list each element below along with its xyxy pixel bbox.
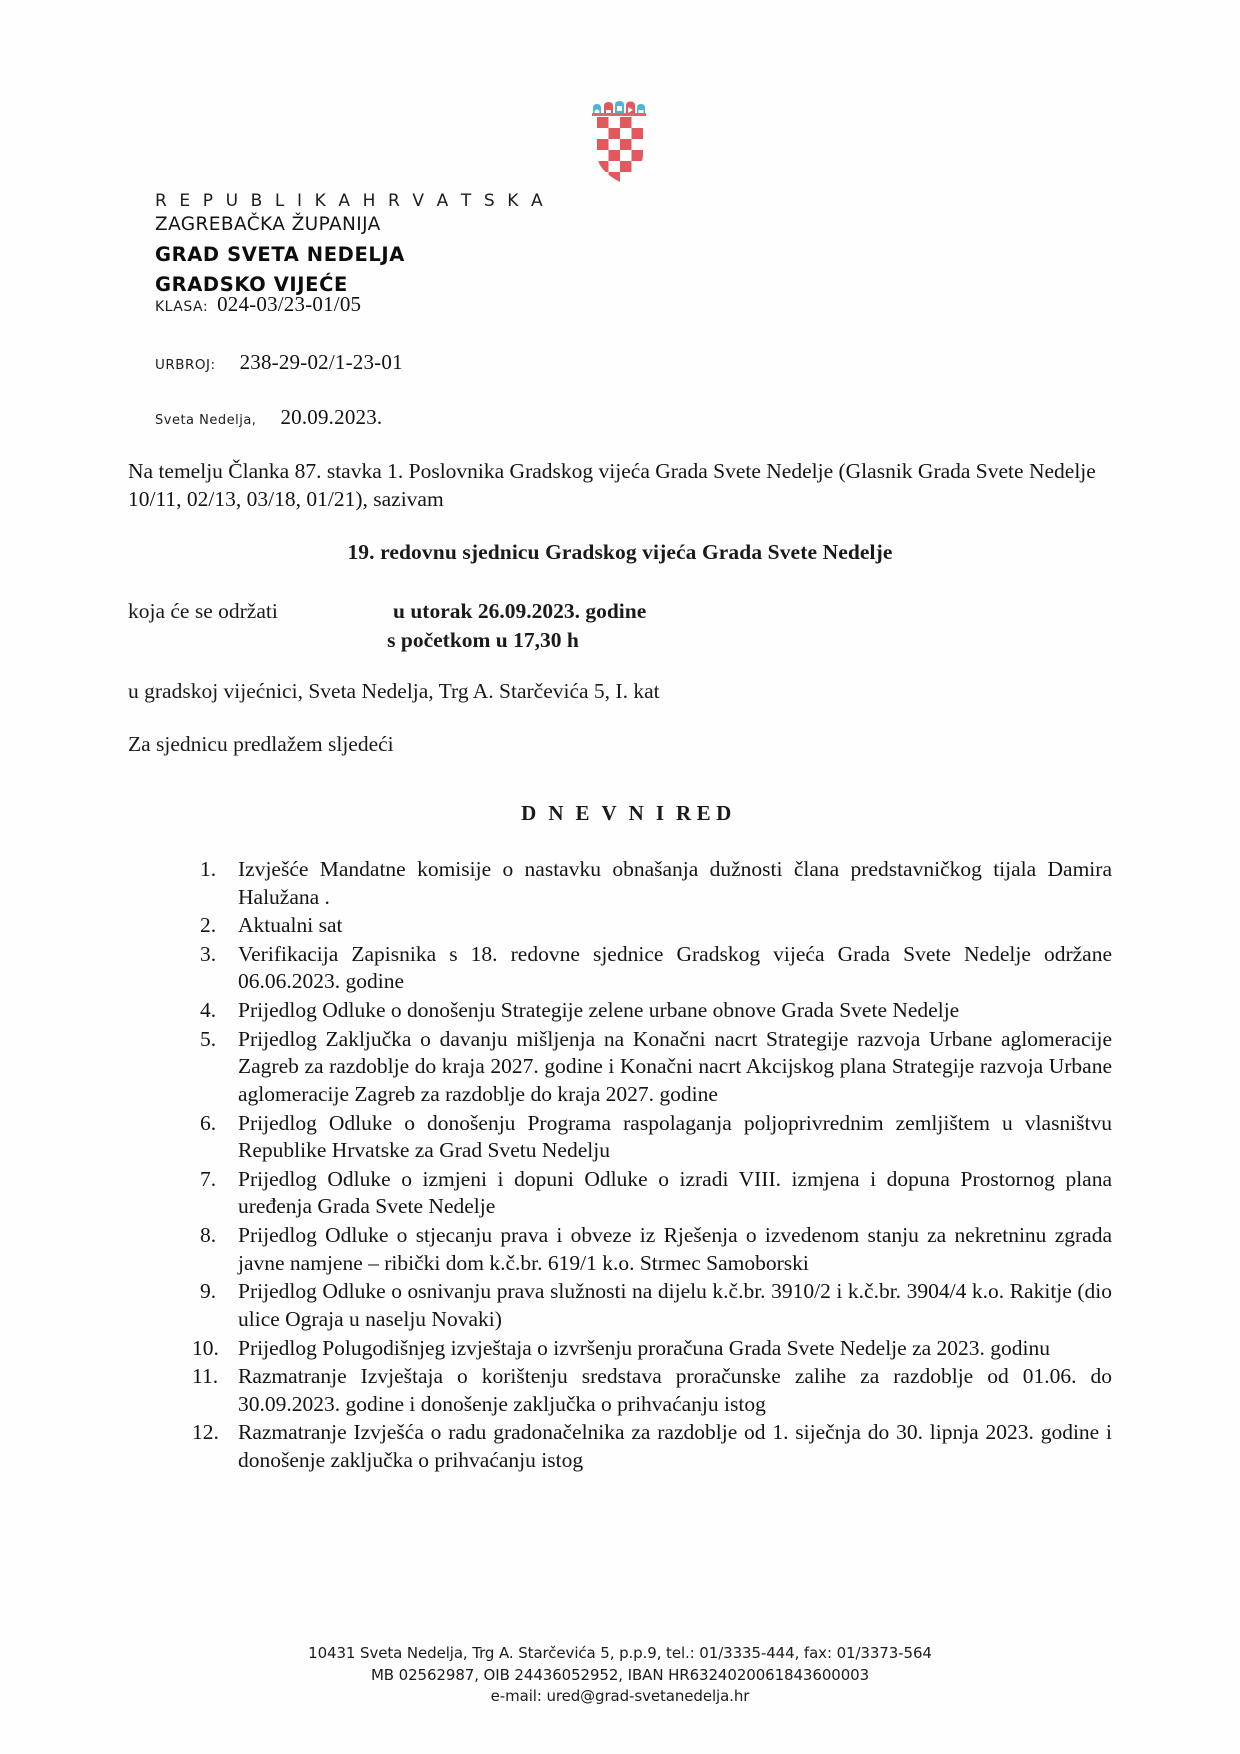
urbroj-label: URBROJ: — [155, 357, 216, 373]
urbroj-value: 238-29-02/1-23-01 — [239, 350, 403, 374]
agenda-heading-word2: RED — [676, 800, 737, 825]
org-city: GRAD SVETA NEDELJA — [155, 242, 405, 266]
place-date-row — [0, 405, 1240, 430]
session-title: 19. redovnu sjednicu Gradskog vijeća Grada Svete Nedelje — [347, 539, 893, 564]
klasa-value: 024-03/23-01/05 — [217, 292, 362, 316]
intro-paragraph: Na temelju Članka 87. stavka 1. Poslovnika Gradskog vijeća Grada Svete Nedelje (Glasnik Grada Svete Nedelje 10/11, 02/13, 03/18, 01/21), sazivam — [128, 459, 1096, 511]
when-main: u utorak 26.09.2023. godine — [393, 598, 647, 623]
agenda-item: Prijedlog Odluke o stjecanju prava i obveze iz Rješenja o izvedenom stanju za nekretninu zgrada javne namjene – ribički dom k.č.br. 619/1 k.o. Strmec Samoborski — [238, 1223, 1112, 1275]
footer-ids-line: MB 02562987, OIB 24436052952, IBAN HR6324020061843600003 — [370, 1665, 870, 1684]
agenda-item: Razmatranje Izvještaja o korištenju sredstava proračunske zalihe za razdoblje od 01.06. do 30.09.2023. godine i donošenje zaključka o prihvaćanju istog — [238, 1364, 1112, 1416]
proposal-lead: Za sjednicu predlažem sljedeći — [128, 731, 394, 756]
agenda-item: Prijedlog Odluke o izmjeni i dopuni Odluke o izradi VIII. izmjena i dopuna Prostornog plana uređenja Grada Svete Nedelje — [238, 1166, 1112, 1219]
agenda-item: Razmatranje Izvješća o radu gradonačelnika za razdoblje od 1. siječnja do 30. lipnja 2023. godine i donošenje zaključka o prihvaćanju istog — [238, 1420, 1112, 1472]
footer — [0, 1643, 1240, 1708]
agenda-item: Prijedlog Odluke o donošenju Programa raspolaganja poljoprivrednim zemljištem u vlasništvu Republike Hrvatske za Grad Svetu Nedelju — [238, 1110, 1112, 1163]
agenda-item: Izvješće Mandatne komisije o nastavku obnašanja dužnosti člana predstavničkog tijala Damira Halužana . — [238, 856, 1112, 909]
place-label: Sveta Nedelja, — [155, 413, 257, 428]
document-body — [128, 458, 1112, 1476]
agenda-item: Verifikacija Zapisnika s 18. redovne sjednice Gradskog vijeća Grada Svete Nedelje održane 06.06.2023. godine — [238, 941, 1112, 994]
agenda-item: Prijedlog Odluke o donošenju Strategije zelene urbane obnove Grada Svete Nedelje — [238, 998, 960, 1022]
venue-line: u gradskoj vijećnici, Sveta Nedelja, Trg A. Starčevića 5, I. kat — [128, 678, 660, 703]
when-lead: koja će se održati — [128, 598, 278, 623]
agenda-list — [128, 856, 1112, 1475]
agenda-item: Prijedlog Zaključka o davanju mišljenja na Konačni nacrt Strategije razvoja Urbane aglomeracije Zagreb za razdoblje do kraja 2027. godine i Konačni nacrt Akcijskog plana Strategije razvoja Urbane aglomeracije Zagreb za razdoblje do kraja 2027. godine — [238, 1026, 1112, 1106]
org-county: ZAGREBAČKA ŽUPANIJA — [155, 214, 381, 236]
organization-block — [0, 190, 1240, 297]
croatian-coat-of-arms-icon — [589, 100, 651, 184]
agenda-item: Aktualni sat — [238, 913, 343, 938]
letterhead — [0, 100, 1240, 297]
when-start-time: s početkom u 17,30 h — [387, 627, 579, 652]
footer-email-line: e-mail: ured@grad-svetanedelja.hr — [490, 1687, 750, 1706]
urbroj-row — [0, 350, 1240, 375]
klasa-row — [0, 292, 1240, 317]
when-row — [128, 599, 1112, 624]
date-value: 20.09.2023. — [280, 405, 383, 429]
org-body: GRADSKO VIJEĆE — [155, 272, 348, 296]
reference-block — [0, 292, 1240, 430]
org-country: R E P U B L I K A H R V A T S K A — [155, 191, 547, 211]
agenda-heading-word1: DNEVNI — [521, 800, 676, 825]
agenda-item: Prijedlog Odluke o osnivanju prava služnosti na dijelu k.č.br. 3910/2 i k.č.br. 3904/4 k.o. Rakitje (dio ulice Ograja u naselju Novaki) — [238, 1279, 1112, 1331]
emblem-container — [0, 100, 1240, 184]
agenda-heading — [128, 801, 1112, 826]
agenda-item: Prijedlog Polugodišnjeg izvještaja o izvršenju proračuna Grada Svete Nedelje za 2023. godinu — [238, 1335, 1051, 1360]
footer-address-line: 10431 Sveta Nedelja, Trg A. Starčevića 5, p.p.9, tel.: 01/3335-444, fax: 01/3373-564 — [308, 1643, 932, 1662]
klasa-label: KLASA: — [155, 299, 209, 315]
